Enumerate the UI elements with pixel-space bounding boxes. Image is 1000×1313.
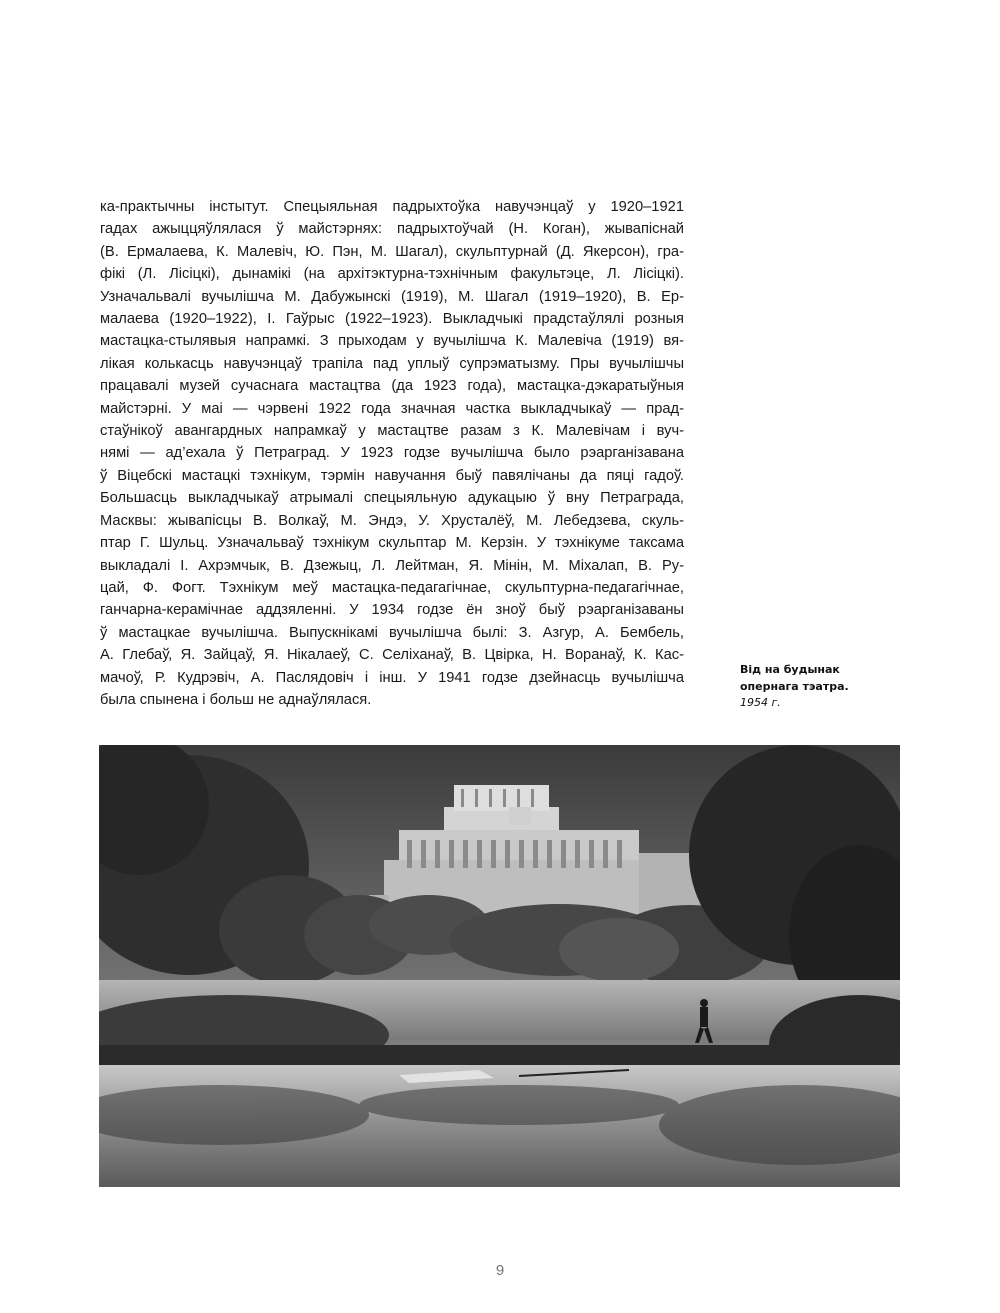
- text-line: стаўнікоў авангардных напрамкаў у мастацтве разам з К. Малевічам і вуч-: [100, 423, 684, 440]
- text-line: А. Глебаў, Я. Зайцаў, Я. Нікалаеў, С. Селіханаў, В. Цвірка, Н. Воранаў, К. Кас-: [100, 647, 684, 664]
- text-line: нямі — ад’ехала ў Петраград. У 1923 годзе вучылішча было рэарганізавана: [100, 445, 684, 462]
- text-line: (В. Ермалаева, К. Малевіч, Ю. Пэн, М. Шагал), скульптурнай (Д. Якерсон), гра-: [100, 243, 684, 260]
- text-line: малаева (1920–1922), І. Гаўрыс (1922–1923). Выкладчыкі прадстаўлялі розныя: [100, 311, 684, 328]
- text-line: была спынена і больш не аднаўлялася.: [100, 691, 372, 708]
- text-line: ў мастацкае вучылішча. Выпускнікамі вучылішча былі: З. Азгур, А. Бембель,: [100, 624, 684, 641]
- text-line: птар Г. Шульц. Узначальваў тэхнікум скульптар М. Керзін. У тэхнікуме таксама: [100, 535, 684, 552]
- text-line: майстэрні. У маі — чэрвені 1922 года значная частка выкладчыкаў — прад-: [100, 400, 684, 417]
- text-line: мастацка-стылявыя напрамкі. З прыходам у вучылішча К. Малевіча (1919) вя-: [100, 333, 684, 350]
- text-line: фікі (Л. Лісіцкі), дынамікі (на архітэктурна-тэхнічным факультэце, Л. Лісіцкі).: [100, 266, 684, 283]
- text-line: выкладалі І. Ахрэмчык, В. Дзежыц, Л. Лейтман, Я. Мінін, М. Міхалап, В. Ру-: [100, 557, 684, 574]
- page-number: 9: [495, 1262, 505, 1279]
- text-line: ка-практычны інстытут. Спецыяльная падрыхтоўка навучэнцаў у 1920–1921: [100, 199, 684, 215]
- text-line: Узначальвалі вучылішча М. Дабужынскі (1919), М. Шагал (1919–1920), В. Ер-: [100, 288, 684, 305]
- opera-theatre-photo: [99, 745, 900, 1187]
- text-line: ў Віцебскі мастацкі тэхнікум, тэрмін навучання быў павялічаны да пяці гадоў.: [100, 467, 684, 484]
- caption-title: Від на будынак опернага тэатра.: [740, 663, 849, 693]
- caption-year: 1954 г.: [740, 696, 781, 709]
- photo-caption: [740, 662, 890, 712]
- text-line: мачоў, Р. Кудрэвіч, А. Паслядовіч і інш. У 1941 годзе дзейнасць вучылішча: [100, 669, 684, 686]
- text-line: Большасць выкладчыкаў атрымалі спецыяльную адукацыю ў вну Петраграда,: [100, 490, 684, 507]
- body-text: [100, 196, 684, 711]
- text-line: ганчарна-керамічнае аддзяленні. У 1934 годзе ён зноў быў рэарганізаваны: [100, 602, 684, 619]
- text-line: гадах ажыццяўлялася ў майстэрнях: падрыхтоўчай (Н. Коган), жывапіснай: [100, 221, 684, 238]
- text-line: цай, Ф. Фогт. Тэхнікум меў мастацка-педагагічнае, скульптурна-педагагічнае,: [100, 579, 684, 596]
- text-line: працавалі музей сучаснага мастацтва (да 1923 года), мастацка-дэкаратыўныя: [100, 378, 684, 395]
- text-line: лікая колькасць навучэнцаў трапіла пад уплыў супрэматызму. Пры вучылішчы: [100, 355, 684, 372]
- text-line: Масквы: жывапісцы В. Волкаў, М. Эндэ, У. Хрусталёў, М. Лебедзева, скуль-: [100, 512, 684, 529]
